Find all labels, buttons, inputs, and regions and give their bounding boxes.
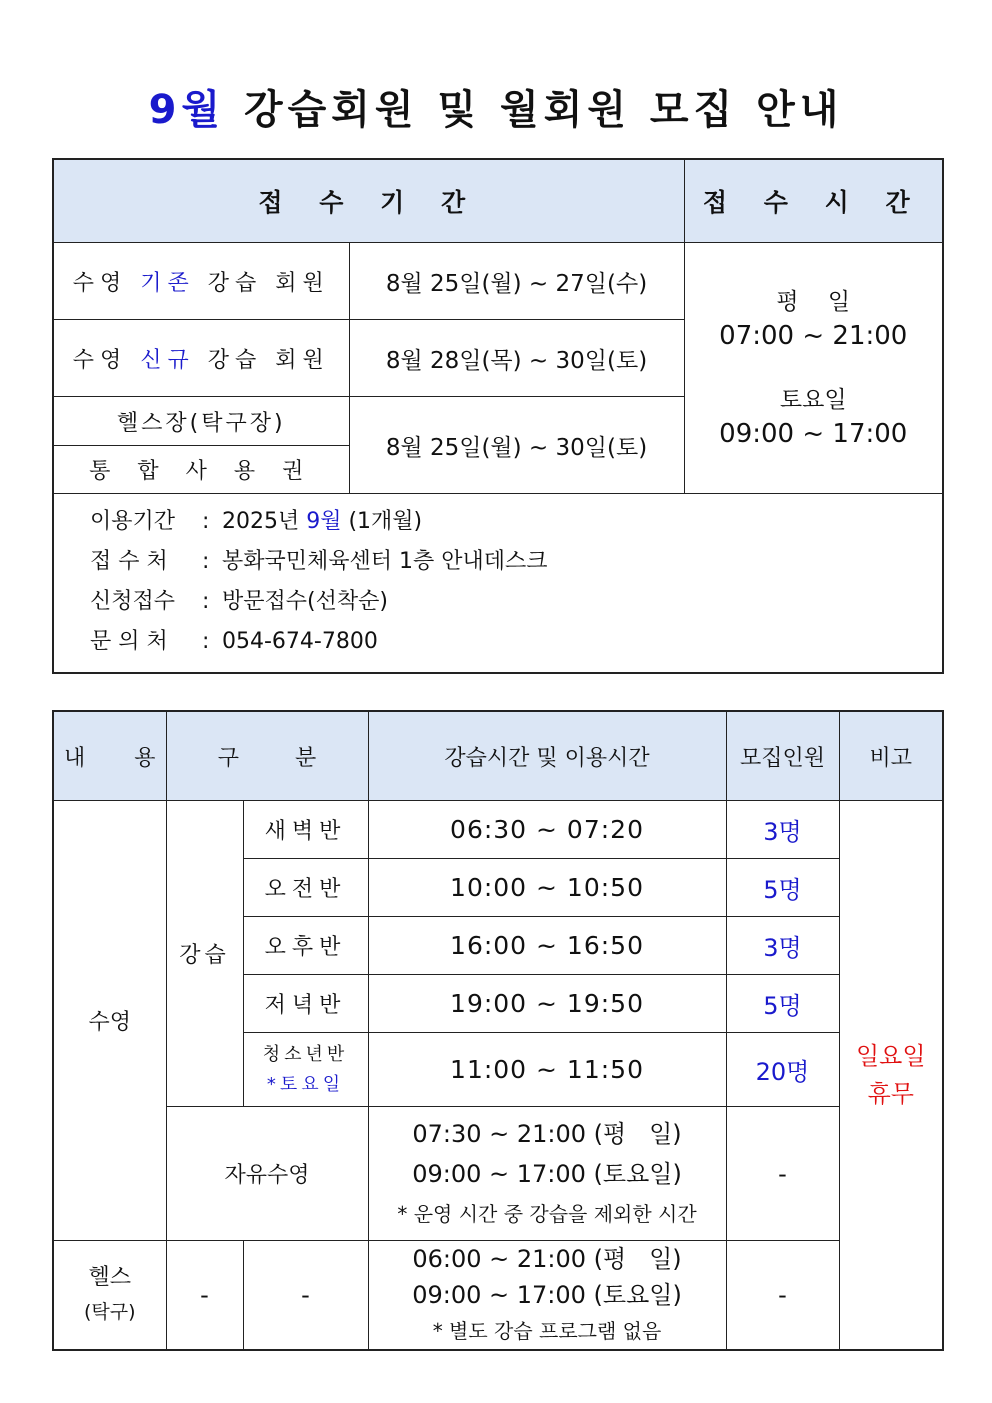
youth-time: 11:00 ~ 11:50 — [368, 1033, 726, 1107]
class-time: 16:00 ~ 16:50 — [368, 917, 726, 975]
combined-pass-label: 통 합 사 용 권 — [53, 446, 349, 494]
weekday-time: 07:00 ~ 21:00 — [719, 321, 908, 351]
saturday-time: 09:00 ~ 17:00 — [719, 419, 908, 449]
youth-name: 청소년반 — [262, 1043, 349, 1065]
header-period: 접 수 기 간 — [53, 159, 684, 243]
new-member-period: 8월 28일(목) ~ 30일(토) — [349, 320, 684, 397]
gym-times: 06:00 ~ 21:00 (평 일) 09:00 ~ 17:00 (토요일) * 별도 강습 프로그램 없음 — [368, 1241, 726, 1351]
info-contact: 문 의 처 : 054-674-7800 — [90, 629, 378, 654]
gym-period: 8월 25일(월) ~ 30일(토) — [349, 397, 684, 494]
class-time: 10:00 ~ 10:50 — [368, 859, 726, 917]
class-name: 저녁반 — [243, 975, 368, 1033]
class-name: 오전반 — [243, 859, 368, 917]
class-time: 06:30 ~ 07:20 — [368, 801, 726, 859]
class-count: 5명 — [726, 975, 839, 1033]
header-note: 비고 — [839, 711, 943, 801]
class-name: 새벽반 — [243, 801, 368, 859]
free-swim-times: 07:30 ~ 21:00 (평 일) 09:00 ~ 17:00 (토요일) * 운영 시간 중 강습을 제외한 시간 — [368, 1107, 726, 1241]
remark-line1: 일요일 — [855, 1042, 926, 1070]
info-period: 이용기간 : 2025년 9월 (1개월) — [90, 509, 423, 534]
new-member-label: 수영 신규 강습 회원 — [53, 320, 349, 397]
class-count: 5명 — [726, 859, 839, 917]
info-place: 접 수 처 : 봉화국민체육센터 1층 안내데스크 — [90, 549, 548, 574]
reception-hours — [684, 243, 943, 494]
gym-label: 헬스장(탁구장) — [53, 397, 349, 446]
info-block — [53, 494, 943, 674]
youth-sub: *토요일 — [266, 1073, 345, 1095]
header-time: 강습시간 및 이용시간 — [368, 711, 726, 801]
class-time: 19:00 ~ 19:50 — [368, 975, 726, 1033]
lesson-label: 강습 — [166, 801, 243, 1107]
gym-category: - — [166, 1241, 243, 1351]
gym-subcategory: - — [243, 1241, 368, 1351]
remark-cell — [839, 801, 943, 1351]
header-category: 구 분 — [166, 711, 368, 801]
existing-highlight: 기존 — [140, 270, 195, 296]
class-name: 오후반 — [243, 917, 368, 975]
page-title — [0, 78, 992, 135]
table-row — [53, 1241, 943, 1351]
free-swim-count: - — [726, 1107, 839, 1241]
weekday-label: 평 일 — [776, 289, 851, 315]
info-apply: 신청접수 : 방문접수(선착순) — [90, 589, 388, 614]
header-content: 내 용 — [53, 711, 166, 801]
remark-line2: 휴무 — [867, 1080, 914, 1108]
swim-label: 수영 — [53, 801, 166, 1241]
reception-table — [52, 158, 944, 674]
header-capacity: 모집인원 — [726, 711, 839, 801]
gym-count: - — [726, 1241, 839, 1351]
saturday-label: 토요일 — [779, 387, 847, 413]
new-highlight: 신규 — [140, 347, 195, 373]
title-month: 9월 — [148, 87, 226, 133]
gym-content-label: 헬스 (탁구) — [53, 1241, 166, 1351]
existing-member-period: 8월 25일(월) ~ 27일(수) — [349, 243, 684, 320]
free-swim-label: 자유수영 — [166, 1107, 368, 1241]
header-hours: 접 수 시 간 — [684, 159, 943, 243]
existing-member-label: 수영 기존 강습 회원 — [53, 243, 349, 320]
table-row — [53, 1107, 943, 1241]
youth-count: 20명 — [726, 1033, 839, 1107]
schedule-table — [52, 710, 944, 1351]
table-row — [53, 801, 943, 859]
class-count: 3명 — [726, 917, 839, 975]
title-rest: 강습회원 및 월회원 모집 안내 — [225, 87, 844, 133]
youth-class — [243, 1033, 368, 1107]
class-count: 3명 — [726, 801, 839, 859]
